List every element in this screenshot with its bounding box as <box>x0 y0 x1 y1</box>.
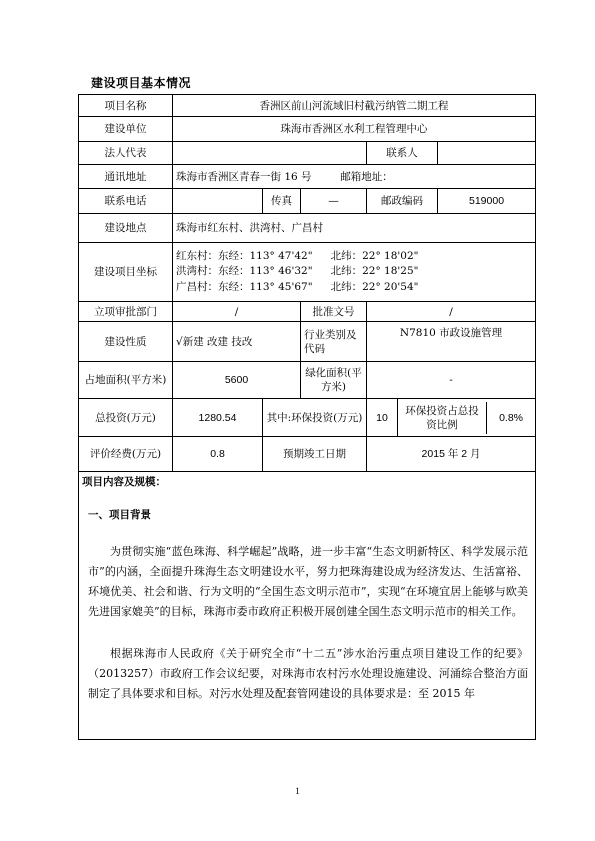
contact-value <box>438 142 536 165</box>
coords-cell <box>173 243 536 302</box>
project-name-label: 项目名称 <box>79 95 173 117</box>
approval-label: 立项审批部门 <box>79 302 173 322</box>
coord-line-hongdong <box>176 249 532 265</box>
row-project-name <box>79 95 536 117</box>
coord-north: 北纬：22° 18'25" <box>330 265 419 278</box>
green-label: 绿化面积(平方米) <box>301 362 367 399</box>
legal-rep-label: 法人代表 <box>79 142 173 165</box>
row-nature <box>79 322 536 362</box>
coord-village: 红东村： <box>176 249 218 262</box>
coord-line-hongwan <box>176 264 532 280</box>
env-ratio-cell <box>398 399 536 437</box>
env-investment-value: 10 <box>367 399 398 437</box>
builder-value: 珠海市香洲区水利工程管理中心 <box>173 117 536 142</box>
env-ratio-label: 环保投资占总投资比例 <box>398 402 487 434</box>
site-value: 珠海市红东村、洪湾村、广昌村 <box>173 214 536 243</box>
project-info-table <box>78 94 536 740</box>
address-value: 珠海市香洲区青春一街 16 号 <box>176 170 312 183</box>
env-ratio-value: 0.8% <box>499 411 523 424</box>
eval-value: 0.8 <box>173 437 263 472</box>
row-coords <box>79 243 536 302</box>
row-approval <box>79 302 536 322</box>
coords-label: 建设项目坐标 <box>79 243 173 302</box>
eval-label: 评价经费(万元) <box>79 437 173 472</box>
row-legal-rep <box>79 142 536 165</box>
doc-label: 批准文号 <box>301 302 367 322</box>
content-heading: 项目内容及规模： <box>82 476 166 488</box>
coord-north: 北纬：22° 18'02" <box>330 249 419 262</box>
doc-value: / <box>367 302 536 322</box>
paragraph: 根据珠海市人民政府《关于研究全市“十二五”涉水治污重点项目建设工作的纪要》（2013257）市政府工作会议纪要，对珠海市农村污水处理设施建设、河涌综合整治方面制定了具体要求和目标。对污水处理及配套管网建设的具体要求是：至 2015 年 <box>88 647 529 700</box>
address-label: 通讯地址 <box>79 165 173 189</box>
coord-east: 东经：113° 47'42" <box>218 249 313 262</box>
green-value: - <box>367 362 536 399</box>
zip-label: 邮政编码 <box>367 189 438 214</box>
coord-east: 东经：113° 45'67" <box>218 280 313 293</box>
address-cell <box>173 165 536 189</box>
fax-value: — <box>301 189 367 214</box>
zip-value: 519000 <box>438 189 536 214</box>
row-area <box>79 362 536 399</box>
section-heading: 一、项目背景 <box>88 509 151 521</box>
coord-village: 广昌村： <box>176 280 218 293</box>
row-phone <box>79 189 536 214</box>
row-address <box>79 165 536 189</box>
postal-label: 邮箱地址： <box>340 170 393 183</box>
page-number: 1 <box>295 786 300 796</box>
env-investment-label: 其中:环保投资(万元) <box>263 399 367 437</box>
industry-value: N7810 市政设施管理 <box>367 322 536 362</box>
nature-label: 建设性质 <box>79 322 173 362</box>
area-label: 占地面积(平方米) <box>79 362 173 399</box>
contact-label: 联系人 <box>367 142 438 165</box>
content-cell <box>79 472 536 740</box>
builder-label: 建设单位 <box>79 117 173 142</box>
legal-rep-value <box>173 142 367 165</box>
approval-value: / <box>173 302 301 322</box>
phone-label: 联系电话 <box>79 189 173 214</box>
site-label: 建设地点 <box>79 214 173 243</box>
row-investment <box>79 399 536 437</box>
row-eval <box>79 437 536 472</box>
area-value: 5600 <box>173 362 301 399</box>
investment-label: 总投资(万元) <box>79 399 173 437</box>
coord-east: 东经：113° 46'32" <box>218 265 313 278</box>
row-builder <box>79 117 536 142</box>
coord-line-guangchang <box>176 280 532 296</box>
row-site <box>79 214 536 243</box>
row-content <box>79 472 536 740</box>
completion-date-label: 预期竣工日期 <box>263 437 367 472</box>
nature-value: √新建 改建 技改 <box>173 322 301 362</box>
coord-village: 洪湾村： <box>176 265 218 278</box>
investment-value: 1280.54 <box>173 399 263 437</box>
fax-label: 传真 <box>263 189 301 214</box>
project-name-value: 香洲区前山河流域旧村截污纳管二期工程 <box>173 95 536 117</box>
coord-north: 北纬：22° 20'54" <box>330 280 419 293</box>
industry-label: 行业类别及代码 <box>301 322 367 362</box>
paragraph: 为贯彻实施“蓝色珠海、科学崛起”战略，进一步丰富“生态文明新特区、科学发展示范市”的内涵，全面提升珠海生态文明建设水平，努力把珠海建设成为经济发达、生活富裕、环境优美、社会和谐、行为文明的“全国生态文明示范市”，实现“在环境宜居上能够与欧美先进国家媲美”的目标，珠海市委市政府正积极开展创建全国生态文明示范市的相关工作。 <box>88 545 529 618</box>
page-title: 建设项目基本情况 <box>91 76 192 90</box>
phone-value <box>173 189 263 214</box>
completion-date-value: 2015 年 2 月 <box>367 437 536 472</box>
